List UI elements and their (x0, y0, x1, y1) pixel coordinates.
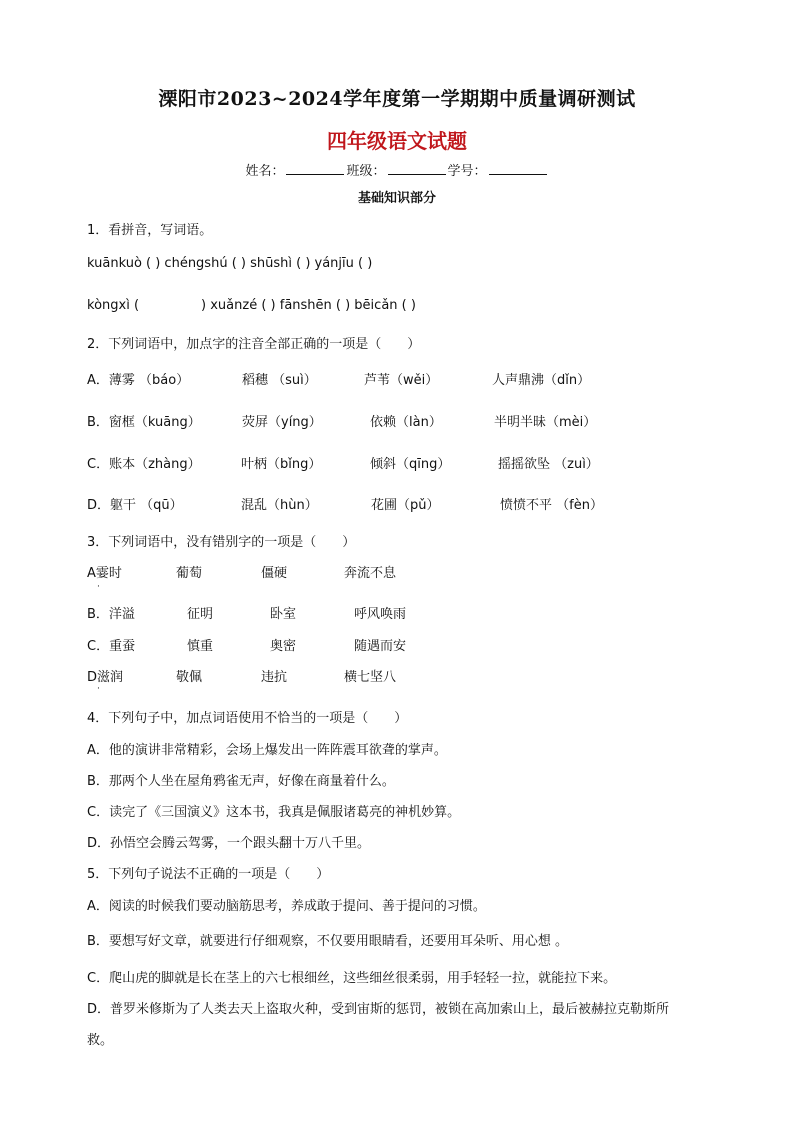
q2-b-col2: 荧屏（yíng） (242, 415, 322, 430)
q3-d-col4: 横七坚八 (344, 670, 397, 685)
q2-c-col1: C．账本（zhàng） (87, 457, 201, 472)
q2-d-col1: D．躯干 （qū） (87, 498, 183, 513)
q4-prompt: 4．下列句子中，加点词语使用不恰当的一项是（ ） (87, 711, 408, 726)
q3-c-col4: 随遇而安 (354, 639, 407, 654)
q2-c-col4: 摇摇欲坠 （zuì） (498, 457, 599, 472)
q5-option-d-continued: 救。 (87, 1033, 114, 1048)
q3-a-col2: 葡萄 (176, 566, 203, 581)
q5-prompt: 5．下列句子说法不正确的一项是（ ） (87, 867, 330, 882)
q2-b-col4: 半明半昧（mèi） (494, 415, 597, 430)
exam-title: 溧阳市2023~2024学年度第一学期期中质量调研测试 (158, 88, 636, 110)
q2-a-col1: A．薄雾 （báo） (87, 373, 190, 388)
q1-prompt: 1．看拼音，写词语。 (87, 223, 213, 238)
q2-c-col3: 倾斜（qīng） (370, 457, 451, 472)
q5-option-b: B．要想写好文章，就要进行仔细观察，不仅要用眼睛看，还要用耳朵听、用心想 。 (87, 934, 569, 949)
q3-b-col2: 征明 (187, 607, 214, 622)
q3-d-col2: 敬佩 (176, 670, 203, 685)
q1-pinyin-row-1: kuānkuò ( ) chéngshú ( ) shūshì ( ) yánjīu ( ) (87, 256, 373, 271)
q1-row2-part-b: ) xuǎnzé ( ) fānshēn ( ) bēicǎn ( ) (201, 298, 416, 313)
name-label: 姓名： (245, 164, 285, 179)
q5-option-a: A．阅读的时候我们要动脑筋思考，养成敢于提问、善于提问的习惯。 (87, 899, 486, 914)
q3-d-col1: D滋润 (87, 670, 124, 685)
q3-c-col2: 慎重 (187, 639, 214, 654)
q3-b-col4: 呼风唤雨 (354, 607, 407, 622)
q2-b-col1: B．窗框（kuāng） (87, 415, 201, 430)
q4-option-a: A．他的演讲非常精彩，会场上爆发出一阵阵震耳欲聋的掌声。 (87, 743, 447, 758)
q1-row2-part-a: kòngxì ( (87, 298, 140, 313)
q3-a-col3: 僵硬 (261, 566, 288, 581)
q2-d-col4: 愤愤不平 （fèn） (500, 498, 603, 513)
q3-prompt: 3．下列词语中，没有错别字的一项是（ ） (87, 535, 356, 550)
id-blank (489, 162, 547, 175)
q4-option-d: D．孙悟空会腾云驾雾，一个跟头翻十万八千里。 (87, 836, 371, 851)
class-blank (388, 162, 446, 175)
q3-c-col3: 奥密 (270, 639, 297, 654)
q4-option-c: C．读完了《三国演义》这本书，我真是佩服诸葛亮的神机妙算。 (87, 805, 461, 820)
q3-d-col3: 违抗 (261, 670, 288, 685)
section-heading: 基础知识部分 (357, 191, 436, 206)
q3-a-col4: 奔流不息 (344, 566, 397, 581)
emphasis-dot: · (97, 684, 100, 694)
q2-d-col3: 花圃（pǔ） (371, 498, 440, 513)
q2-a-col3: 芦苇（wěi） (364, 373, 439, 388)
q3-c-col1: C．重蚕 (87, 639, 136, 654)
q2-d-col2: 混乱（hùn） (241, 498, 318, 513)
q2-prompt: 2．下列词语中，加点字的注音全部正确的一项是（ ） (87, 337, 421, 352)
q1-pinyin-row-2 (87, 298, 416, 313)
q2-b-col3: 依赖（làn） (370, 415, 442, 430)
name-blank (286, 162, 344, 175)
q2-c-col2: 叶柄（bǐng） (241, 457, 322, 472)
q3-b-col3: 卧室 (270, 607, 297, 622)
q5-option-d: D．普罗米修斯为了人类去天上盗取火种，受到宙斯的惩罚，被锁在高加索山上，最后被赫拉克勒斯所 (87, 1002, 670, 1017)
emphasis-dot: · (97, 582, 100, 592)
class-label: 班级： (346, 164, 386, 179)
q5-option-c: C．爬山虎的脚就是长在茎上的六七根细丝，这些细丝很柔弱，用手轻轻一拉，就能拉下来。 (87, 971, 617, 986)
q2-a-col2: 稻穗 （suì） (242, 373, 317, 388)
id-label: 学号： (447, 164, 487, 179)
q3-b-col1: B．洋溢 (87, 607, 135, 622)
student-info-line (0, 160, 794, 179)
q4-option-b: B．那两个人坐在屋角鸦雀无声，好像在商量着什么。 (87, 774, 395, 789)
q3-a-col1: A霎时 (87, 566, 122, 581)
q2-a-col4: 人声鼎沸（dǐn） (492, 373, 591, 388)
exam-subtitle: 四年级语文试题 (327, 129, 467, 153)
